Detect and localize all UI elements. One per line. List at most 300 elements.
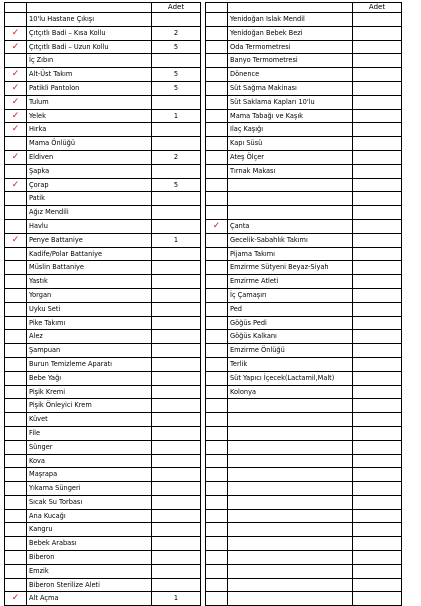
- left-item-qty[interactable]: [152, 551, 201, 565]
- left-check-cell[interactable]: [5, 219, 27, 233]
- left-item-qty[interactable]: 5: [152, 68, 201, 82]
- right-item-qty[interactable]: [353, 592, 402, 606]
- right-check-cell[interactable]: [206, 371, 228, 385]
- right-item-qty[interactable]: [353, 344, 402, 358]
- left-check-cell[interactable]: [5, 150, 27, 164]
- table-row: [5, 592, 402, 606]
- left-item-name: Patik: [27, 192, 152, 206]
- right-item-name: [228, 192, 353, 206]
- table-row: [5, 302, 402, 316]
- right-item-qty[interactable]: [353, 330, 402, 344]
- left-check-cell[interactable]: [5, 26, 27, 40]
- left-item-name: Alt-Üst Takım: [27, 68, 152, 82]
- left-item-name: Tulum: [27, 95, 152, 109]
- right-check-cell[interactable]: [206, 413, 228, 427]
- table-row: [5, 275, 402, 289]
- left-item-name: İç Zıbın: [27, 54, 152, 68]
- left-check-cell[interactable]: [5, 137, 27, 151]
- right-check-cell[interactable]: [206, 81, 228, 95]
- left-check-cell[interactable]: [5, 95, 27, 109]
- left-item-name: Bebek Arabası: [27, 537, 152, 551]
- right-check-cell[interactable]: [206, 523, 228, 537]
- right-item-qty[interactable]: [353, 164, 402, 178]
- left-check-cell[interactable]: [5, 413, 27, 427]
- right-check-cell[interactable]: [206, 109, 228, 123]
- table-row: [5, 137, 402, 151]
- table-row: [5, 164, 402, 178]
- check-mark-icon: ✓: [11, 110, 20, 121]
- right-check-cell[interactable]: [206, 592, 228, 606]
- right-check-cell[interactable]: [206, 95, 228, 109]
- left-item-qty[interactable]: [152, 468, 201, 482]
- left-check-cell[interactable]: [5, 109, 27, 123]
- table-row: [5, 357, 402, 371]
- left-item-name: Mama Önlüğü: [27, 137, 152, 151]
- left-item-qty[interactable]: [152, 440, 201, 454]
- left-check-cell[interactable]: [5, 426, 27, 440]
- left-item-name: Ağız Mendili: [27, 206, 152, 220]
- table-row: [5, 482, 402, 496]
- left-check-cell[interactable]: [5, 192, 27, 206]
- right-item-qty[interactable]: [353, 150, 402, 164]
- table-row: [5, 68, 402, 82]
- left-item-qty[interactable]: [152, 482, 201, 496]
- table-row: [5, 509, 402, 523]
- right-item-qty[interactable]: [353, 68, 402, 82]
- right-check-cell[interactable]: [206, 206, 228, 220]
- table-row: [5, 206, 402, 220]
- left-check-cell[interactable]: [5, 537, 27, 551]
- right-item-qty[interactable]: [353, 468, 402, 482]
- table-row: [5, 178, 402, 192]
- right-item-qty[interactable]: [353, 137, 402, 151]
- left-check-cell[interactable]: [5, 523, 27, 537]
- left-check-cell[interactable]: [5, 482, 27, 496]
- right-item-name: Ilaç Kaşığı: [228, 123, 353, 137]
- table-row: [5, 564, 402, 578]
- right-item-name: Terlik: [228, 357, 353, 371]
- left-item-qty[interactable]: [152, 206, 201, 220]
- left-item-qty[interactable]: [152, 399, 201, 413]
- left-item-qty[interactable]: 2: [152, 150, 201, 164]
- left-check-cell[interactable]: [5, 233, 27, 247]
- right-item-name: Çanta: [228, 219, 353, 233]
- table-row: [5, 40, 402, 54]
- left-item-name: Kangru: [27, 523, 152, 537]
- right-item-qty[interactable]: [353, 537, 402, 551]
- right-item-name: [228, 564, 353, 578]
- right-item-qty[interactable]: [353, 509, 402, 523]
- right-item-name: Mama Tabağı ve Kaşık: [228, 109, 353, 123]
- left-item-name: Yastık: [27, 275, 152, 289]
- right-item-qty[interactable]: [353, 13, 402, 27]
- right-item-name: Dönence: [228, 68, 353, 82]
- table-row: [5, 26, 402, 40]
- right-check-cell[interactable]: [206, 454, 228, 468]
- left-check-cell[interactable]: [5, 13, 27, 27]
- right-item-qty[interactable]: [353, 426, 402, 440]
- right-item-qty[interactable]: [353, 371, 402, 385]
- left-item-qty[interactable]: [152, 13, 201, 27]
- left-check-cell[interactable]: [5, 123, 27, 137]
- right-item-qty[interactable]: [353, 109, 402, 123]
- left-item-name: Pike Takımı: [27, 316, 152, 330]
- left-item-name: Sıcak Su Torbası: [27, 495, 152, 509]
- right-check-cell[interactable]: [206, 178, 228, 192]
- right-check-cell[interactable]: [206, 275, 228, 289]
- table-row: [5, 95, 402, 109]
- right-item-qty[interactable]: [353, 247, 402, 261]
- right-check-cell[interactable]: [206, 495, 228, 509]
- left-item-qty[interactable]: [152, 509, 201, 523]
- left-item-qty[interactable]: [152, 54, 201, 68]
- table-row: [5, 288, 402, 302]
- left-check-cell[interactable]: [5, 40, 27, 54]
- left-check-cell[interactable]: [5, 164, 27, 178]
- right-check-cell[interactable]: [206, 40, 228, 54]
- right-item-name: [228, 426, 353, 440]
- right-check-cell[interactable]: [206, 150, 228, 164]
- left-check-cell[interactable]: [5, 399, 27, 413]
- check-mark-icon: ✓: [11, 151, 20, 162]
- checklist-sheet: [4, 2, 402, 606]
- left-item-qty[interactable]: [152, 523, 201, 537]
- right-check-cell[interactable]: [206, 68, 228, 82]
- right-item-qty[interactable]: [353, 233, 402, 247]
- left-item-qty[interactable]: [152, 219, 201, 233]
- right-check-cell[interactable]: [206, 288, 228, 302]
- table-row: [5, 81, 402, 95]
- left-check-cell[interactable]: [5, 592, 27, 606]
- right-check-cell[interactable]: [206, 426, 228, 440]
- left-item-qty[interactable]: [152, 275, 201, 289]
- right-item-name: Göğüs Pedi: [228, 316, 353, 330]
- left-item-qty[interactable]: [152, 261, 201, 275]
- right-item-qty[interactable]: [353, 440, 402, 454]
- table-row: [5, 109, 402, 123]
- right-check-cell[interactable]: [206, 357, 228, 371]
- table-row: [5, 426, 402, 440]
- table-row: [5, 399, 402, 413]
- left-check-cell[interactable]: [5, 440, 27, 454]
- left-check-cell[interactable]: [5, 247, 27, 261]
- right-item-name: [228, 468, 353, 482]
- left-item-qty[interactable]: [152, 385, 201, 399]
- right-check-cell[interactable]: [206, 137, 228, 151]
- table-row: [5, 247, 402, 261]
- left-item-name: Ana Kucağı: [27, 509, 152, 523]
- right-item-qty[interactable]: [353, 206, 402, 220]
- right-item-qty[interactable]: [353, 302, 402, 316]
- left-item-name: Yelek: [27, 109, 152, 123]
- right-item-name: [228, 537, 353, 551]
- left-item-name: Eldiven: [27, 150, 152, 164]
- right-item-qty[interactable]: [353, 81, 402, 95]
- table-row: [5, 219, 402, 233]
- left-item-qty[interactable]: [152, 192, 201, 206]
- left-item-qty[interactable]: [152, 371, 201, 385]
- left-item-name: Müslin Battaniye: [27, 261, 152, 275]
- header-row: [5, 3, 402, 13]
- right-check-cell[interactable]: [206, 261, 228, 275]
- right-check-cell[interactable]: [206, 233, 228, 247]
- table-row: [5, 54, 402, 68]
- right-item-qty[interactable]: [353, 275, 402, 289]
- left-item-qty[interactable]: [152, 164, 201, 178]
- table-row: [5, 192, 402, 206]
- left-check-cell[interactable]: [5, 68, 27, 82]
- table-row: [5, 344, 402, 358]
- left-item-qty[interactable]: [152, 137, 201, 151]
- right-item-name: Süt Saklama Kapları 10'lu: [228, 95, 353, 109]
- left-check-cell[interactable]: [5, 578, 27, 592]
- left-item-name: Yorgan: [27, 288, 152, 302]
- right-item-name: Yenidoğan Bebek Bezi: [228, 26, 353, 40]
- left-check-cell[interactable]: [5, 371, 27, 385]
- right-item-qty[interactable]: [353, 551, 402, 565]
- left-item-qty[interactable]: [152, 578, 201, 592]
- right-item-qty[interactable]: [353, 316, 402, 330]
- table-row: [5, 454, 402, 468]
- table-row: [5, 495, 402, 509]
- right-item-name: Göğüs Kalkanı: [228, 330, 353, 344]
- right-item-qty[interactable]: [353, 454, 402, 468]
- right-item-qty[interactable]: [353, 288, 402, 302]
- left-item-qty[interactable]: [152, 302, 201, 316]
- check-mark-icon: ✓: [11, 179, 20, 190]
- left-item-qty[interactable]: [152, 426, 201, 440]
- left-item-qty[interactable]: 5: [152, 40, 201, 54]
- table-row: [5, 537, 402, 551]
- left-item-name: Kadife/Polar Battaniye: [27, 247, 152, 261]
- right-check-cell[interactable]: [206, 551, 228, 565]
- checklist-body: [5, 13, 402, 606]
- left-item-name: Emzik: [27, 564, 152, 578]
- check-mark-icon: ✓: [11, 27, 20, 38]
- left-check-cell[interactable]: [5, 357, 27, 371]
- left-item-name: Yıkama Süngeri: [27, 482, 152, 496]
- left-item-name: Şapka: [27, 164, 152, 178]
- right-item-name: Pijama Takımı: [228, 247, 353, 261]
- right-item-name: [228, 551, 353, 565]
- left-check-cell[interactable]: [5, 385, 27, 399]
- left-check-cell[interactable]: [5, 261, 27, 275]
- left-check-cell[interactable]: [5, 275, 27, 289]
- right-check-cell[interactable]: [206, 302, 228, 316]
- left-check-cell[interactable]: [5, 468, 27, 482]
- table-row: [5, 413, 402, 427]
- right-item-qty[interactable]: [353, 192, 402, 206]
- right-check-cell[interactable]: [206, 54, 228, 68]
- check-mark-icon: ✓: [11, 593, 20, 604]
- right-check-cell[interactable]: [206, 385, 228, 399]
- left-item-name: Kova: [27, 454, 152, 468]
- right-item-name: Süt Yapıcı İçecek(Lactamil,Malt): [228, 371, 353, 385]
- header-check-right: [206, 3, 228, 13]
- right-item-name: Kolonya: [228, 385, 353, 399]
- right-item-qty[interactable]: [353, 413, 402, 427]
- right-item-qty[interactable]: [353, 26, 402, 40]
- table-row: [5, 261, 402, 275]
- right-check-cell[interactable]: [206, 192, 228, 206]
- right-item-qty[interactable]: [353, 54, 402, 68]
- right-item-name: [228, 523, 353, 537]
- table-row: [5, 578, 402, 592]
- right-item-name: Emzirme Önlüğü: [228, 344, 353, 358]
- left-item-qty[interactable]: [152, 330, 201, 344]
- right-item-qty[interactable]: [353, 40, 402, 54]
- right-item-name: Süt Sağma Makinası: [228, 81, 353, 95]
- right-check-cell[interactable]: [206, 164, 228, 178]
- right-check-cell[interactable]: [206, 330, 228, 344]
- left-item-name: File: [27, 426, 152, 440]
- right-check-cell[interactable]: [206, 26, 228, 40]
- right-item-qty[interactable]: [353, 523, 402, 537]
- right-check-cell[interactable]: [206, 219, 228, 233]
- table-row: [5, 440, 402, 454]
- right-check-cell[interactable]: [206, 123, 228, 137]
- left-check-cell[interactable]: [5, 551, 27, 565]
- right-check-cell[interactable]: [206, 482, 228, 496]
- header-item-left: [27, 3, 152, 13]
- right-check-cell[interactable]: [206, 537, 228, 551]
- right-check-cell[interactable]: [206, 578, 228, 592]
- left-check-cell[interactable]: [5, 495, 27, 509]
- left-check-cell[interactable]: [5, 178, 27, 192]
- left-item-name: Şampuan: [27, 344, 152, 358]
- left-check-cell[interactable]: [5, 509, 27, 523]
- left-item-name: Çıtçıtlı Badi – Uzun Kollu: [27, 40, 152, 54]
- right-item-name: [228, 454, 353, 468]
- left-check-cell[interactable]: [5, 344, 27, 358]
- right-item-qty[interactable]: [353, 219, 402, 233]
- right-check-cell[interactable]: [206, 564, 228, 578]
- right-check-cell[interactable]: [206, 468, 228, 482]
- right-item-qty[interactable]: [353, 178, 402, 192]
- header-adet-left: Adet: [152, 3, 201, 13]
- left-item-qty[interactable]: [152, 564, 201, 578]
- left-item-name: Çorap: [27, 178, 152, 192]
- left-item-qty[interactable]: [152, 537, 201, 551]
- left-item-qty[interactable]: 1: [152, 592, 201, 606]
- right-item-name: Ped: [228, 302, 353, 316]
- right-item-name: [228, 578, 353, 592]
- right-item-name: Emzirme Sütyeni Beyaz-Siyah: [228, 261, 353, 275]
- left-check-cell[interactable]: [5, 81, 27, 95]
- check-mark-icon: ✓: [11, 41, 20, 52]
- right-item-name: Emzirme Atleti: [228, 275, 353, 289]
- left-item-qty[interactable]: 5: [152, 81, 201, 95]
- left-item-qty[interactable]: [152, 454, 201, 468]
- right-item-qty[interactable]: [353, 357, 402, 371]
- left-check-cell[interactable]: [5, 316, 27, 330]
- left-item-qty[interactable]: 2: [152, 26, 201, 40]
- left-item-name: Bebe Yağı: [27, 371, 152, 385]
- right-item-name: [228, 413, 353, 427]
- right-item-qty[interactable]: [353, 564, 402, 578]
- left-item-name: Alt Açma: [27, 592, 152, 606]
- table-row: [5, 371, 402, 385]
- left-item-qty[interactable]: 1: [152, 109, 201, 123]
- right-item-qty[interactable]: [353, 95, 402, 109]
- right-check-cell[interactable]: [206, 247, 228, 261]
- left-check-cell[interactable]: [5, 330, 27, 344]
- left-item-qty[interactable]: [152, 357, 201, 371]
- right-check-cell[interactable]: [206, 440, 228, 454]
- right-item-name: İç Çamaşırı: [228, 288, 353, 302]
- header-check-left: [5, 3, 27, 13]
- left-item-qty[interactable]: 5: [152, 178, 201, 192]
- right-item-qty[interactable]: [353, 385, 402, 399]
- check-mark-icon: ✓: [11, 82, 20, 93]
- left-check-cell[interactable]: [5, 54, 27, 68]
- left-check-cell[interactable]: [5, 564, 27, 578]
- right-item-name: [228, 482, 353, 496]
- right-item-name: Kapı Süsü: [228, 137, 353, 151]
- table-row: [5, 385, 402, 399]
- left-item-qty[interactable]: [152, 495, 201, 509]
- right-item-name: [228, 440, 353, 454]
- left-check-cell[interactable]: [5, 302, 27, 316]
- left-item-name: Küvet: [27, 413, 152, 427]
- right-item-name: [228, 178, 353, 192]
- left-item-qty[interactable]: [152, 344, 201, 358]
- right-item-qty[interactable]: [353, 578, 402, 592]
- left-item-name: Burun Temizleme Aparatı: [27, 357, 152, 371]
- right-item-name: Ateş Ölçer: [228, 150, 353, 164]
- left-item-name: Patikli Pantolon: [27, 81, 152, 95]
- header-adet-right: Adet: [353, 3, 402, 13]
- left-item-qty[interactable]: [152, 95, 201, 109]
- right-item-qty[interactable]: [353, 261, 402, 275]
- table-row: [5, 523, 402, 537]
- right-item-qty[interactable]: [353, 482, 402, 496]
- right-item-qty[interactable]: [353, 495, 402, 509]
- table-row: [5, 468, 402, 482]
- right-check-cell[interactable]: [206, 399, 228, 413]
- left-item-qty[interactable]: [152, 413, 201, 427]
- right-item-name: [228, 206, 353, 220]
- right-item-name: Yenidoğan Islak Mendil: [228, 13, 353, 27]
- check-mark-icon: ✓: [212, 220, 221, 231]
- left-check-cell[interactable]: [5, 454, 27, 468]
- right-item-name: Gecelik-Sabahlık Takımı: [228, 233, 353, 247]
- check-mark-icon: ✓: [11, 234, 20, 245]
- right-item-name: [228, 509, 353, 523]
- table-row: [5, 233, 402, 247]
- left-item-name: Hırka: [27, 123, 152, 137]
- left-item-qty[interactable]: [152, 316, 201, 330]
- left-item-qty[interactable]: [152, 247, 201, 261]
- right-check-cell[interactable]: [206, 344, 228, 358]
- left-item-name: Pişik Önleyici Krem: [27, 399, 152, 413]
- right-check-cell[interactable]: [206, 316, 228, 330]
- left-item-qty[interactable]: 1: [152, 233, 201, 247]
- left-item-name: Uyku Seti: [27, 302, 152, 316]
- left-item-name: Pişik Kremi: [27, 385, 152, 399]
- left-item-qty[interactable]: [152, 123, 201, 137]
- left-item-qty[interactable]: [152, 288, 201, 302]
- right-check-cell[interactable]: [206, 509, 228, 523]
- left-item-name: Sünger: [27, 440, 152, 454]
- left-check-cell[interactable]: [5, 206, 27, 220]
- right-item-name: Banyo Termometresi: [228, 54, 353, 68]
- right-item-qty[interactable]: [353, 123, 402, 137]
- right-check-cell[interactable]: [206, 13, 228, 27]
- right-item-qty[interactable]: [353, 399, 402, 413]
- right-item-name: Oda Termometresi: [228, 40, 353, 54]
- left-check-cell[interactable]: [5, 288, 27, 302]
